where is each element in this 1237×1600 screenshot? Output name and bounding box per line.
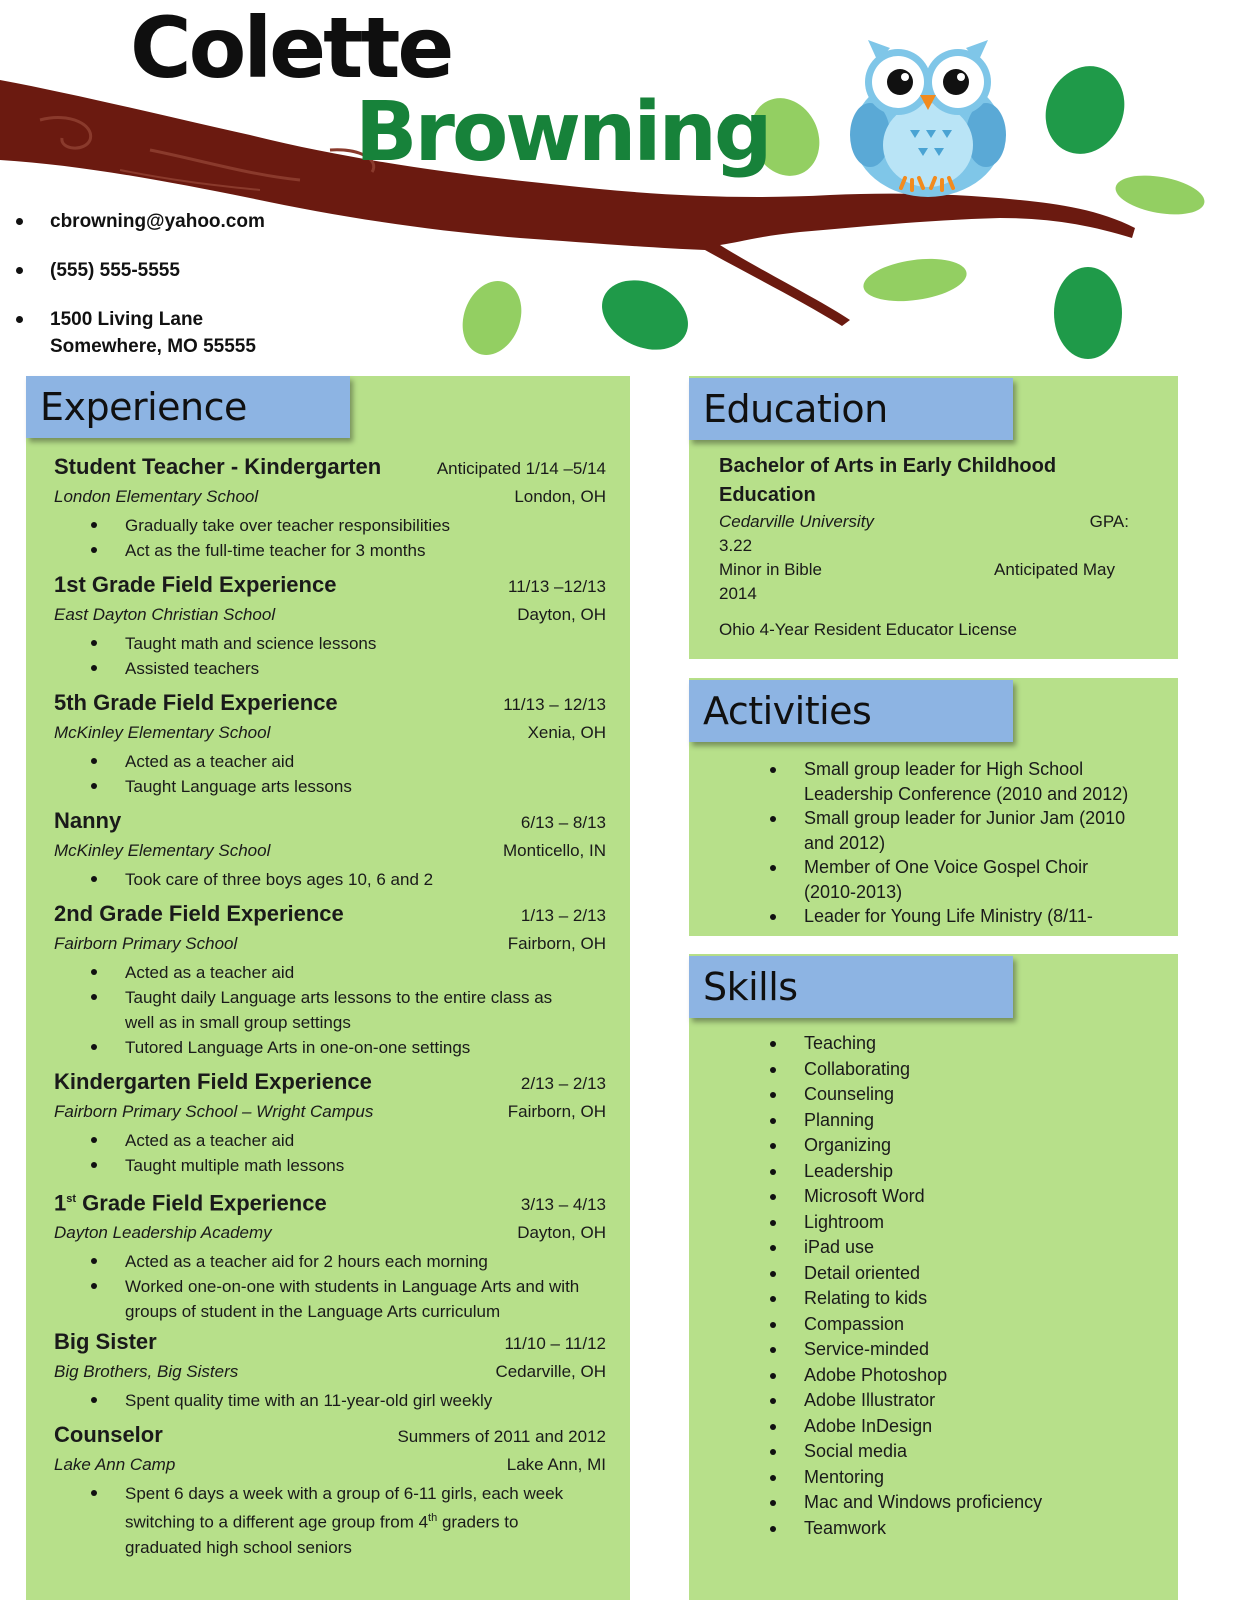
education-heading: Education	[689, 378, 1013, 440]
bullet-icon	[91, 1258, 97, 1264]
list-item: Teaching	[770, 1031, 1042, 1057]
contact-email[interactable]: cbrowning@yahoo.com	[14, 208, 265, 235]
education-details	[719, 452, 1129, 642]
bullet-icon	[770, 1067, 776, 1073]
gpa-label: GPA:	[1089, 512, 1129, 531]
bullet-icon	[16, 267, 23, 274]
bullet-icon	[770, 1322, 776, 1328]
bullet-icon	[91, 547, 97, 553]
job-location: London, OH	[514, 487, 606, 506]
bullet-icon	[91, 1162, 97, 1168]
job-org: Fairborn Primary School – Wright Campus	[54, 1102, 374, 1121]
list-item: Leader for Young Life Ministry (8/11-	[770, 904, 1150, 929]
graduation-year: 2014	[719, 584, 757, 603]
job-location: Monticello, IN	[503, 841, 606, 860]
graduation-label: Anticipated May	[994, 560, 1115, 579]
list-item: Compassion	[770, 1312, 1042, 1338]
list-item: iPad use	[770, 1235, 1042, 1261]
bullet-icon	[91, 994, 97, 1000]
list-item: Acted as a teacher aid	[54, 960, 594, 985]
list-item: Service-minded	[770, 1337, 1042, 1363]
activities-list	[770, 757, 1150, 929]
gpa-value: 3.22	[719, 536, 753, 555]
bullet-icon	[770, 1169, 776, 1175]
experience-entry	[54, 452, 606, 563]
bullet-icon	[91, 783, 97, 789]
job-title: Big Sister	[54, 1329, 157, 1354]
job-location: Lake Ann, MI	[506, 1455, 606, 1474]
contact-phone: (555) 555-5555	[14, 257, 265, 284]
experience-entry	[54, 1327, 606, 1413]
job-title: 1st Grade Field Experience	[54, 572, 337, 597]
job-org: Dayton Leadership Academy	[54, 1223, 272, 1243]
job-dates: Summers of 2011 and 2012	[397, 1427, 606, 1446]
job-org: McKinley Elementary School	[54, 723, 271, 742]
list-item: Worked one-on-one with students in Language Arts and with groups of student in the Language Arts curriculum	[54, 1274, 594, 1324]
list-item: Spent 6 days a week with a group of 6-11 girls, each week switching to a different age group from 4th graders to graduated high school seniors	[54, 1481, 594, 1560]
list-item: Mac and Windows proficiency	[770, 1490, 1042, 1516]
leaf-icon	[1113, 169, 1208, 220]
list-item: Teamwork	[770, 1516, 1042, 1542]
bullet-icon	[91, 1397, 97, 1403]
job-title: Student Teacher - Kindergarten	[54, 454, 382, 479]
job-dates: 6/13 – 8/13	[520, 813, 606, 832]
list-item: Taught multiple math lessons	[54, 1153, 606, 1178]
activities-heading: Activities	[689, 680, 1013, 742]
list-item: Small group leader for Junior Jam (2010 and 2012)	[770, 806, 1150, 855]
job-dates: 2/13 – 2/13	[520, 1074, 606, 1093]
list-item: Acted as a teacher aid	[54, 749, 606, 774]
job-dates: 11/10 – 11/12	[504, 1334, 606, 1353]
bullet-icon	[91, 969, 97, 975]
experience-entry	[54, 688, 606, 799]
job-org: East Dayton Christian School	[54, 605, 276, 624]
bullet-icon	[770, 1424, 776, 1430]
bullet-icon	[770, 767, 776, 773]
list-item: Adobe InDesign	[770, 1414, 1042, 1440]
bullet-icon	[770, 1449, 776, 1455]
list-item: Tutored Language Arts in one-on-one settings	[54, 1035, 594, 1060]
bullet-icon	[770, 1271, 776, 1277]
list-item: Took care of three boys ages 10, 6 and 2	[54, 867, 606, 892]
list-item: Taught daily Language arts lessons to the entire class as well as in small group settings	[54, 985, 594, 1035]
leaf-icon	[1054, 267, 1122, 359]
list-item: Relating to kids	[770, 1286, 1042, 1312]
bullet-icon	[770, 1398, 776, 1404]
experience-entry	[54, 1420, 606, 1560]
list-item: Spent quality time with an 11-year-old girl weekly	[54, 1388, 606, 1413]
job-location: Fairborn, OH	[507, 934, 606, 953]
list-item: Taught math and science lessons	[54, 631, 606, 656]
school: Cedarville University	[719, 512, 874, 531]
bullet-icon	[770, 1194, 776, 1200]
contact-list	[14, 208, 265, 382]
leaf-icon	[1032, 53, 1139, 167]
job-title: 1st Grade Field Experience	[54, 1190, 327, 1216]
list-item: Adobe Illustrator	[770, 1388, 1042, 1414]
list-item: Small group leader for High School Leadership Conference (2010 and 2012)	[770, 757, 1150, 806]
job-location: Xenia, OH	[527, 723, 606, 742]
owl-illustration	[850, 40, 1006, 197]
experience-entry	[54, 570, 606, 681]
list-item: Acted as a teacher aid	[54, 1128, 606, 1153]
bullet-icon	[770, 1245, 776, 1251]
leaf-icon	[453, 273, 532, 364]
job-title: Kindergarten Field Experience	[54, 1069, 372, 1094]
job-org: Big Brothers, Big Sisters	[54, 1362, 239, 1381]
license: Ohio 4-Year Resident Educator License	[719, 620, 1017, 639]
bullet-icon	[91, 522, 97, 528]
list-item: Detail oriented	[770, 1261, 1042, 1287]
list-item: Collaborating	[770, 1057, 1042, 1083]
skills-list	[770, 1031, 1042, 1541]
bullet-icon	[770, 1475, 776, 1481]
list-item: Gradually take over teacher responsibilities	[54, 513, 606, 538]
job-org: Lake Ann Camp	[54, 1455, 176, 1474]
bullet-icon	[770, 1373, 776, 1379]
leaf-icon	[591, 267, 700, 363]
job-dates: 3/13 – 4/13	[520, 1195, 606, 1215]
degree: Bachelor of Arts in Early Childhood Education	[719, 455, 1057, 506]
job-title: Nanny	[54, 808, 122, 833]
skills-heading: Skills	[689, 956, 1013, 1018]
bullet-icon	[770, 1041, 776, 1047]
list-item: Member of One Voice Gospel Choir (2010-2013)	[770, 855, 1150, 904]
list-item: Counseling	[770, 1082, 1042, 1108]
experience-entry	[54, 899, 606, 1060]
list-item: Leadership	[770, 1159, 1042, 1185]
leaf-icon	[861, 253, 970, 307]
list-item: Taught Language arts lessons	[54, 774, 606, 799]
job-dates: Anticipated 1/14 –5/14	[436, 459, 606, 478]
bullet-icon	[770, 1296, 776, 1302]
bullet-icon	[770, 816, 776, 822]
bullet-icon	[770, 1220, 776, 1226]
job-title: Counselor	[54, 1422, 163, 1447]
experience-heading: Experience	[26, 376, 350, 438]
job-location: Dayton, OH	[517, 1223, 606, 1243]
contact-address: 1500 Living Lane Somewhere, MO 55555	[14, 306, 265, 360]
bullet-icon	[770, 1347, 776, 1353]
bullet-icon	[91, 1137, 97, 1143]
bullet-icon	[770, 1118, 776, 1124]
bullet-icon	[770, 1143, 776, 1149]
list-item: Planning	[770, 1108, 1042, 1134]
bullet-icon	[770, 1526, 776, 1532]
first-name: Colette	[130, 0, 452, 97]
bullet-icon	[91, 640, 97, 646]
list-item: Lightroom	[770, 1210, 1042, 1236]
bullet-icon	[91, 1044, 97, 1050]
job-dates: 11/13 – 12/13	[503, 695, 606, 714]
job-dates: 1/13 – 2/13	[520, 906, 606, 925]
bullet-icon	[91, 758, 97, 764]
bullet-icon	[91, 1283, 97, 1289]
list-item: Assisted teachers	[54, 656, 606, 681]
bullet-icon	[16, 218, 23, 225]
job-title: 5th Grade Field Experience	[54, 690, 338, 715]
minor: Minor in Bible	[719, 560, 822, 579]
job-location: Cedarville, OH	[495, 1362, 606, 1381]
job-location: Dayton, OH	[517, 605, 606, 624]
experience-entry	[54, 806, 606, 892]
list-item: Acted as a teacher aid for 2 hours each morning	[54, 1249, 594, 1274]
list-item: Organizing	[770, 1133, 1042, 1159]
job-title: 2nd Grade Field Experience	[54, 901, 344, 926]
bullet-icon	[91, 1490, 97, 1496]
bullet-icon	[91, 876, 97, 882]
bullet-icon	[770, 865, 776, 871]
last-name: Browning	[355, 85, 770, 180]
bullet-icon	[16, 316, 23, 323]
job-dates: 11/13 –12/13	[508, 577, 606, 596]
job-location: Fairborn, OH	[507, 1102, 606, 1121]
list-item: Adobe Photoshop	[770, 1363, 1042, 1389]
bullet-icon	[91, 665, 97, 671]
job-org: Fairborn Primary School	[54, 934, 238, 953]
bullet-icon	[770, 1092, 776, 1098]
list-item: Microsoft Word	[770, 1184, 1042, 1210]
bullet-icon	[770, 914, 776, 920]
experience-entry	[54, 1184, 606, 1324]
list-item: Social media	[770, 1439, 1042, 1465]
job-org: London Elementary School	[54, 487, 259, 506]
bullet-icon	[770, 1500, 776, 1506]
job-org: McKinley Elementary School	[54, 841, 271, 860]
list-item: Mentoring	[770, 1465, 1042, 1491]
experience-entry	[54, 1067, 606, 1178]
list-item: Act as the full-time teacher for 3 months	[54, 538, 606, 563]
